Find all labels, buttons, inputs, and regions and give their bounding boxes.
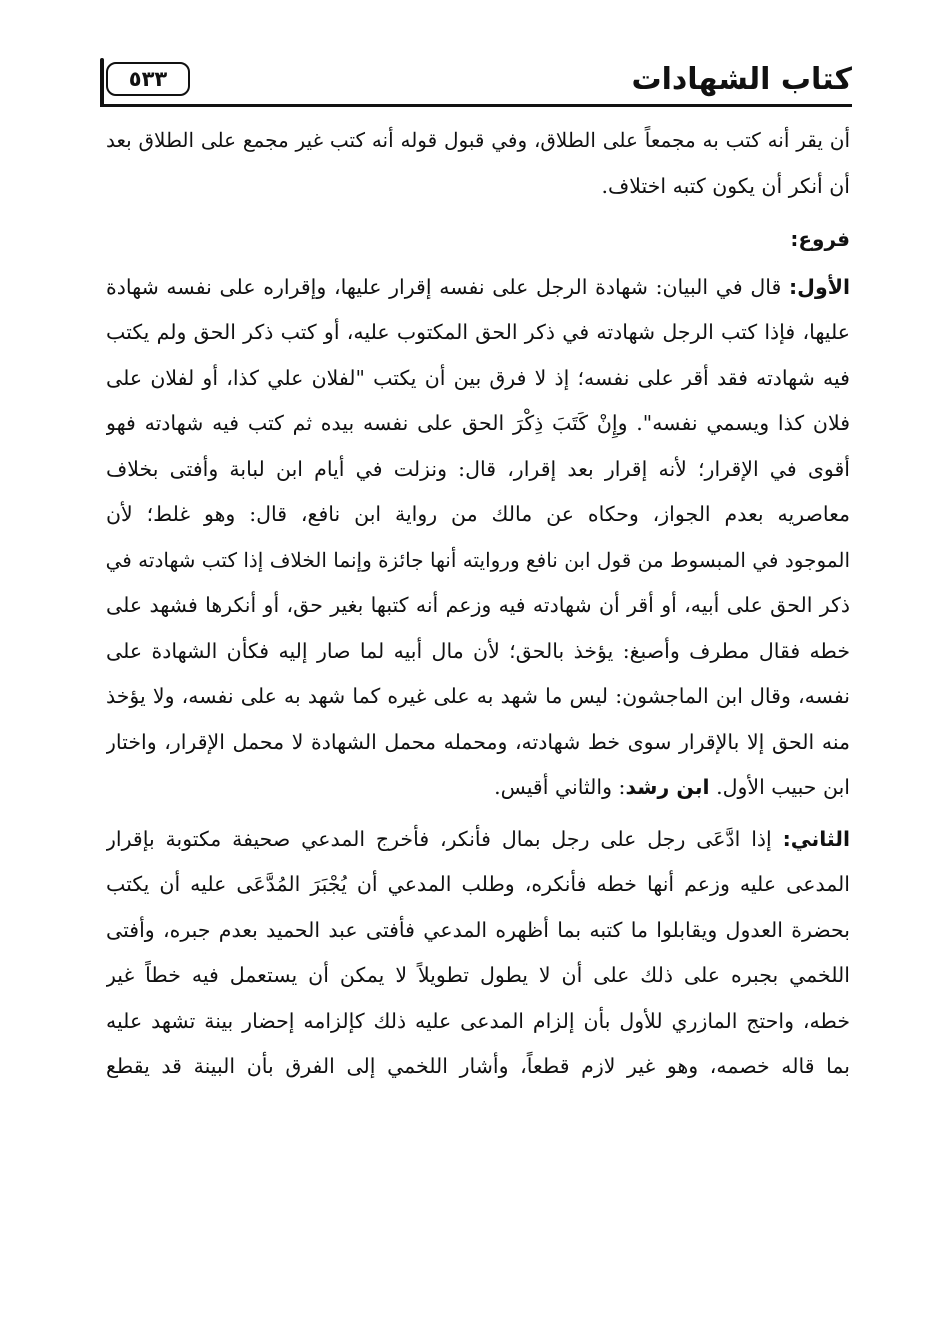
section-heading: فروع: <box>790 227 850 251</box>
item-lead: الأول: <box>788 274 850 299</box>
text-line: معاصريه بعدم الجواز، وحكاه عن مالك من رواية ابن نافع، قال: وهو غلط؛ لأن <box>106 502 850 526</box>
text-segment: ابن حبيب الأول. <box>709 775 850 799</box>
page-number-frame <box>106 62 190 96</box>
page-number: ٥٣٣ <box>128 67 168 91</box>
book-title: كتاب الشهادات <box>631 62 852 97</box>
item-lead: الثاني: <box>782 826 850 851</box>
text-segment: : والثاني أقيس. <box>494 775 626 799</box>
text-line: خطه فقال مطرف وأصبغ: يؤخذ بالحق؛ لأن مال أبيه لما صار إليه فكأن الشهادة على <box>106 638 850 663</box>
text-segment: قال في البيان: شهادة الرجل على نفسه إقرار عليها، وإقراره على نفسه شهادة <box>106 274 789 299</box>
text-line: بحضرة العدول ويقابلوا ما كتبه بما أظهره المدعي فأفتى عبد الحميد بعدم جبره، وأفتى <box>106 917 850 942</box>
text-segment: إذا ادَّعَى رجل على رجل بمال فأنكر، فأخرج المدعي صحيفة مكتوبة بإقرار <box>106 826 783 851</box>
body-text <box>106 118 850 1090</box>
text-line: المدعى عليه وزعم أنها خطه فأنكره، وطلب المدعي أن يُجْبَرَ المُدَّعَى عليه أن يكتب <box>106 872 850 896</box>
text-line: فلان كذا ويسمي نفسه". وإِنْ كَتَبَ ذِكْرَ الحق على نفسه بيده ثم كتب فيه شهادته فهو <box>106 411 850 435</box>
header-rule <box>100 104 852 107</box>
text-line <box>106 765 850 811</box>
page-header <box>100 58 852 114</box>
text-line: فيه شهادته فقد أقر على نفسه؛ إذ لا فرق بين أن يكتب "لفلان علي كذا، أو لفلان على <box>106 365 850 390</box>
text-line <box>106 817 850 863</box>
text-line: نفسه، وقال ابن الماجشون: ليس ما شهد به على غيره كما شهد به على نفسه، ولا يؤخذ <box>106 684 850 708</box>
text-line: أقوى في الإقرار؛ لأنه إقرار بعد إقرار، قال: ونزلت في أيام ابن لبابة وأفتى بخلاف <box>106 456 850 481</box>
text-line: أن يقر أنه كتب به مجمعاً على الطلاق، وفي قبول قوله أنه كتب غير مجمع على الطلاق بعد <box>106 128 850 152</box>
text-line: ذكر الحق على أبيه، أو أقر أن شهادته فيه وزعم أنه كتبها بغير حق، أو أنكرها فشهد على <box>106 593 850 617</box>
header-rule-end <box>100 58 104 107</box>
text-line: منه الحق إلا بالإقرار سوى خط شهادته، ومحمله محمل الشهادة لا محمل الإقرار، واختار <box>106 729 850 754</box>
text-line: عليها، فإذا كتب الرجل شهادته في ذكر الحق المكتوب عليه، أو كتب ذكر الحق ولم يكتب <box>106 320 850 344</box>
cited-author: ابن رشد <box>625 775 710 799</box>
text-line: الموجود في المبسوط من قول ابن نافع وروايته أنها جائزة وإنما الخلاف إذا كتب شهادته في <box>106 547 850 572</box>
text-line <box>106 265 850 311</box>
text-line: خطه، واحتج المازري للأول بأن إلزام المدعى عليه ذلك كإلزامه إحضار بينة تشهد عليه <box>106 1008 850 1033</box>
text-line: أن أنكر أن يكون كتبه اختلاف. <box>601 173 850 198</box>
text-line: اللخمي بجبره على ذلك على أن لا يطول تطويلاً لا يمكن أن يستعمل فيه خطاً غير <box>106 963 850 987</box>
text-line: بما قاله خصمه، وهو غير لازم قطعاً، وأشار اللخمي إلى الفرق بأن البينة قد يقطع <box>106 1054 850 1078</box>
